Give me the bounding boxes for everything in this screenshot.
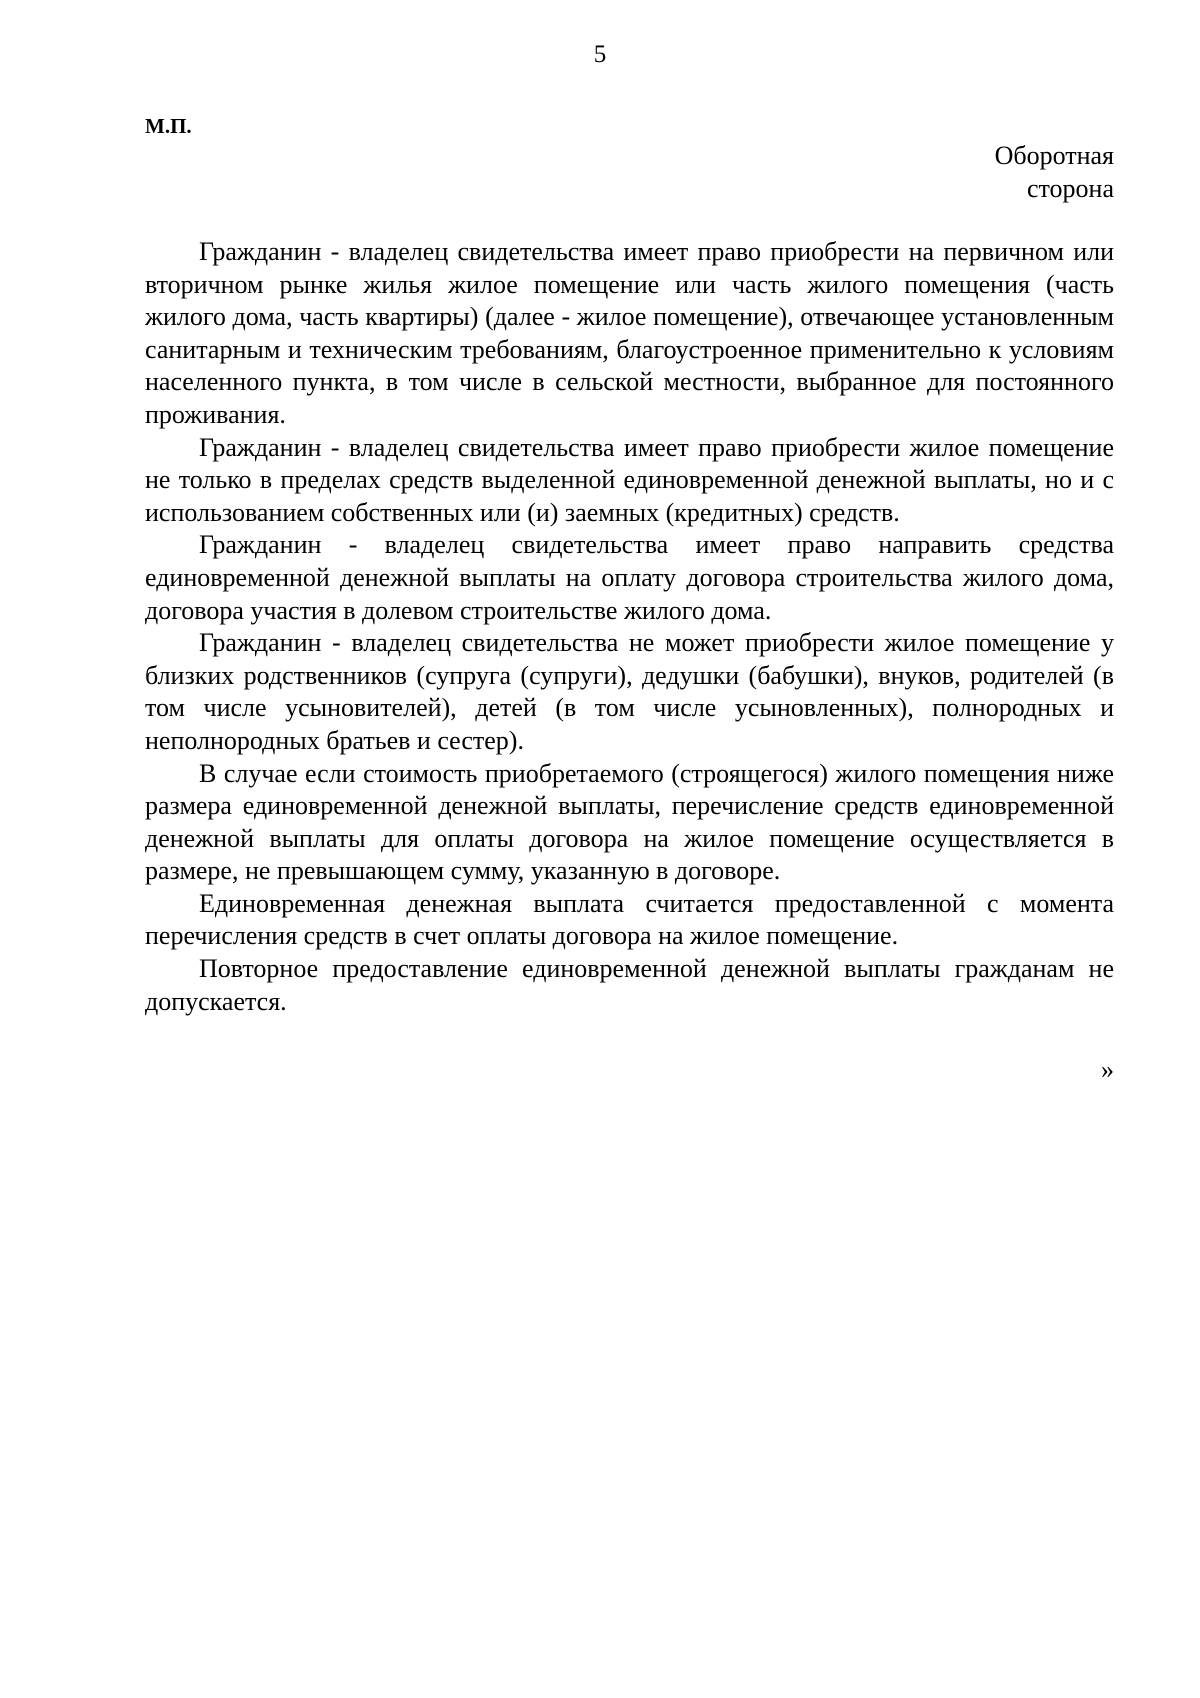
- page-number: 5: [593, 41, 607, 68]
- paragraph-own-funds: Гражданин - владелец свидетельства имеет право приобрести жилое помещение не только в пределах средств выделенной единовременной денежной выплаты, но и с использованием собственных или (и) заемных (кредитных) средств.: [145, 432, 1114, 527]
- document-body: [145, 236, 1114, 1018]
- paragraph-purchase-right: Гражданин - владелец свидетельства имеет право приобрести на первичном или вторичном рынке жилья жилое помещение или часть жилого помещения (часть жилого дома, часть квартиры) (далее - жилое помещение), отвечающее установленным санитарным и техническим требованиям, благоустроенное применительно к условиям населенного пункта, в том числе в сельской местности, выбранное для постоянного проживания.: [145, 237, 1114, 429]
- paragraph-construction-contract: Гражданин - владелец свидетельства имеет право направить средства единовременной денежной выплаты на оплату договора строительства жилого дома, договора участия в долевом строительстве жилого дома.: [145, 530, 1114, 625]
- paragraph-lower-cost: В случае если стоимость приобретаемого (строящегося) жилого помещения ниже размера единовременной денежной выплаты, перечисление средств единовременной денежной выплаты для оплаты договора на жилое помещение осуществляется в размере, не превышающем сумму, указанную в договоре.: [145, 758, 1114, 886]
- paragraph-relatives-restriction: Гражданин - владелец свидетельства не может приобрести жилое помещение у близких родственников (супруга (супруги), дедушки (бабушки), внуков, родителей (в том числе усыновителей), детей (в том числе усыновленных), полнородных и неполнородных братьев и сестер).: [145, 628, 1114, 755]
- stamp-mark-label: М.П.: [145, 114, 192, 138]
- closing-quote: »: [1101, 1055, 1114, 1084]
- reverse-side-label: Оборотная сторона: [994, 141, 1114, 203]
- paragraph-payment-moment: Единовременная денежная выплата считается предоставленной с момента перечисления средств в счет оплаты договора на жилое помещение.: [145, 888, 1114, 951]
- paragraph-no-repeat: Повторное предоставление единовременной денежной выплаты гражданам не допускается.: [145, 954, 1114, 1016]
